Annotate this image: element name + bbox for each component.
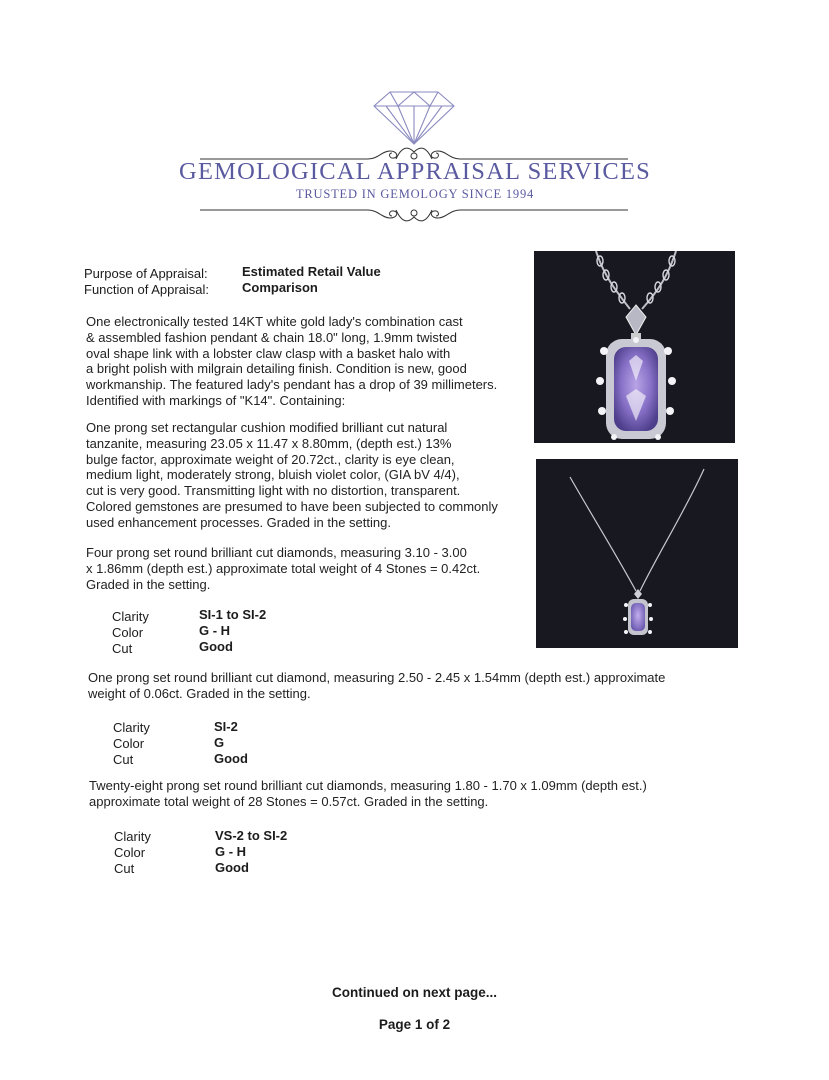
description-line: & assembled fashion pendant & chain 18.0" long, 1.9mm twisted <box>86 329 458 345</box>
clarity-value: SI-2 <box>214 719 238 734</box>
diamond-group-2-grades <box>113 720 150 768</box>
description-line: a bright polish with milgrain detailing finish. Condition is new, good <box>86 361 467 377</box>
pendant-full-photo <box>536 459 738 648</box>
diamond-group-1-description <box>86 545 480 592</box>
description-line: oval shape link with a lobster claw clasp with a basket halo with <box>86 345 451 361</box>
tanzanite-line: tanzanite, measuring 23.05 x 11.47 x 8.80mm, (depth est.) 13% <box>86 435 452 451</box>
tanzanite-line: One prong set rectangular cushion modified brilliant cut natural <box>86 420 448 435</box>
color-value: G - H <box>215 844 247 859</box>
color-label: Color <box>114 845 146 860</box>
description-line: Identified with markings of "K14". Containing: <box>86 392 346 408</box>
color-label: Color <box>112 625 144 640</box>
page-number: Page 1 of 2 <box>378 1017 451 1032</box>
diamond-group-3-values <box>215 828 287 876</box>
diamond-line: x 1.86mm (depth est.) approximate total weight of 4 Stones = 0.42ct. <box>86 560 481 576</box>
tanzanite-line: medium light, moderately strong, bluish violet color, (GIA bV 4/4), <box>86 467 460 483</box>
diamond-logo-icon <box>372 88 456 146</box>
diamond-group-1-grades <box>112 609 149 657</box>
item-description <box>86 314 497 409</box>
diamond-group-3-grades <box>114 829 151 877</box>
company-name: GEMOLOGICAL APPRAISAL SERVICES <box>179 158 651 185</box>
tanzanite-line: cut is very good. Transmitting light with no distortion, transparent. <box>86 483 461 499</box>
company-tagline: TRUSTED IN GEMOLOGY SINCE 1994 <box>295 187 535 201</box>
cut-label: Cut <box>113 752 134 767</box>
diamond-line: Twenty-eight prong set round brilliant cut diamonds, measuring 1.80 - 1.70 x 1.09mm (depth est.) <box>89 778 647 793</box>
description-line: workmanship. The featured lady's pendant has a drop of 39 millimeters. <box>86 377 498 393</box>
diamond-group-2-values <box>214 719 248 767</box>
cut-value: Good <box>215 860 249 875</box>
diamond-group-3-description <box>89 778 647 810</box>
diamond-line: Graded in the setting. <box>86 576 211 592</box>
cut-label: Cut <box>112 641 133 656</box>
clarity-label: Clarity <box>113 720 150 735</box>
pendant-full-image <box>536 459 738 648</box>
color-value: G - H <box>199 623 231 638</box>
cut-value: Good <box>214 751 248 766</box>
function-label: Function of Appraisal: <box>84 282 210 297</box>
color-value: G <box>214 735 225 750</box>
diamond-group-2-description <box>88 670 665 702</box>
diamond-line: approximate total weight of 28 Stones = 0.57ct. Graded in the setting. <box>89 793 489 809</box>
diamond-line: weight of 0.06ct. Graded in the setting. <box>88 685 311 701</box>
clarity-value: VS-2 to SI-2 <box>215 828 288 843</box>
cut-value: Good <box>199 639 233 654</box>
description-line: One electronically tested 14KT white gold lady's combination cast <box>86 314 463 329</box>
purpose-value: Estimated Retail Value <box>242 264 381 279</box>
pendant-closeup-photo <box>534 251 735 443</box>
pendant-closeup-image <box>534 251 735 443</box>
function-value: Comparison <box>242 280 318 295</box>
diamond-line: Four prong set round brilliant cut diamonds, measuring 3.10 - 3.00 <box>86 545 467 560</box>
tanzanite-description <box>86 420 498 531</box>
continued-notice: Continued on next page... <box>332 985 497 1000</box>
clarity-label: Clarity <box>112 609 149 624</box>
clarity-label: Clarity <box>114 829 151 844</box>
tanzanite-line: bulge factor, approximate weight of 20.72ct., clarity is eye clean, <box>86 451 455 467</box>
color-label: Color <box>113 736 145 751</box>
tanzanite-line: Colored gemstones are presumed to have been subjected to commonly <box>86 498 498 514</box>
cut-label: Cut <box>114 861 135 876</box>
tanzanite-line: used enhancement processes. Graded in the setting. <box>86 514 391 530</box>
diamond-group-1-values <box>199 607 266 655</box>
diamond-line: One prong set round brilliant cut diamond, measuring 2.50 - 2.45 x 1.54mm (depth est.) approximate <box>88 670 666 685</box>
clarity-value: SI-1 to SI-2 <box>199 607 267 622</box>
bottom-ornament-rule <box>200 203 628 227</box>
purpose-label: Purpose of Appraisal: <box>84 266 208 281</box>
